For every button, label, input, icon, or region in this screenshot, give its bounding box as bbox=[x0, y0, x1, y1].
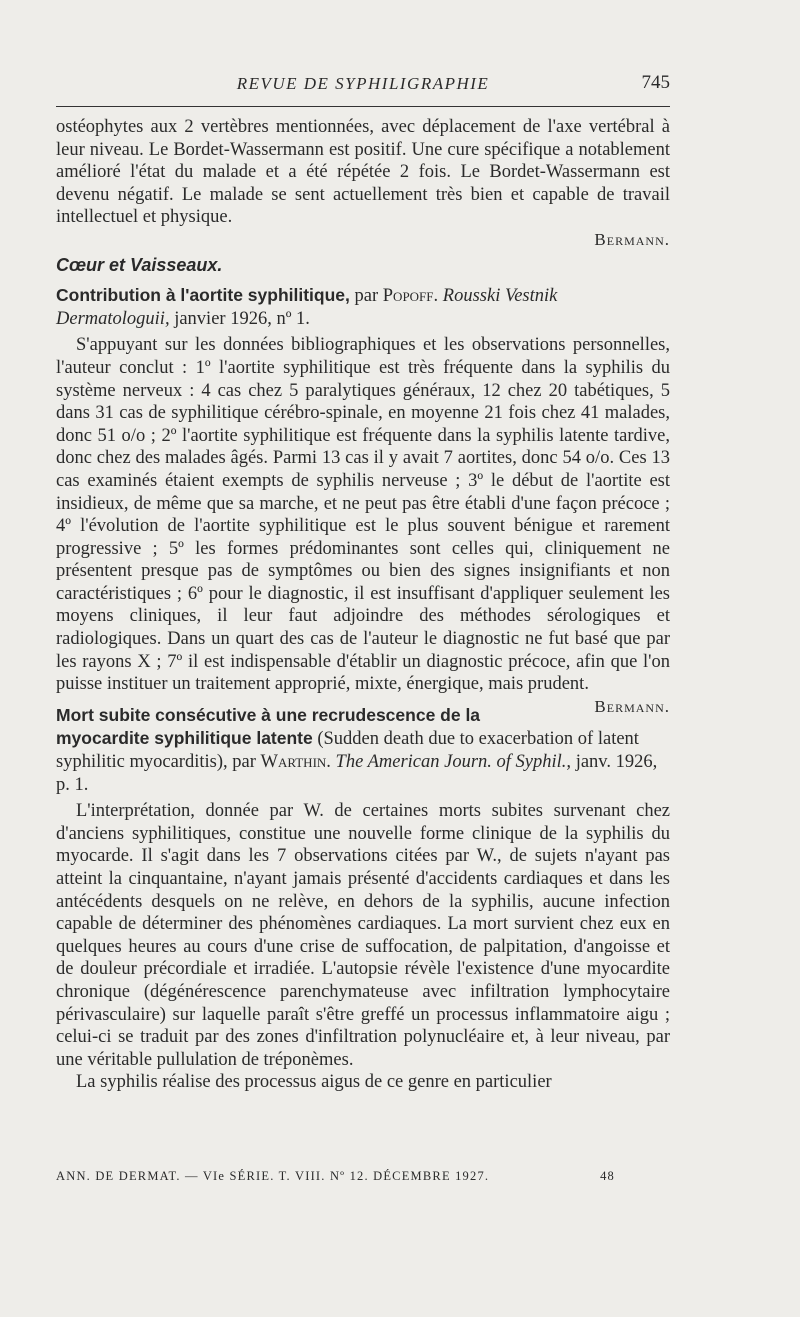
article2-title: Mort subite consécutive à une recrudescence de la myocardite syphilitique latente bbox=[56, 704, 481, 749]
page-header bbox=[56, 70, 670, 106]
continuation-paragraph: ostéophytes aux 2 vertèbres mentionnées, avec déplacement de l'axe vertébral à leur niveau. Le Bordet-Wassermann est positif. Une cure spécifique a notablement amélioré l'état du malade et a été répétée 2 fois. Le Bordet-Wassermann est devenu négatif. Le malade se sent actuellement très bien et capable de travail intellectuel et physique. bbox=[56, 117, 670, 228]
footer-text: ANN. DE DERMAT. — VIe SÉRIE. T. VIII. Nº 12. DÉCEMBRE 1927. bbox=[56, 1169, 490, 1183]
article2-author: Warthin bbox=[260, 752, 327, 773]
article1-body-text: S'appuyant sur les données bibliographiques et les observations personnelles, l'auteur conclut : 1º l'aortite syphilitique est très fréquente dans la syphilis du système nerveux : 4 cas chez 5 paralytiques généraux, 12 chez 20 tabétiques, 5 dans 31 cas de syphilitique cérébro-spinale, en moyenne 21 fois chez 41 malades, donc 51 o/o ; 2º l'aortite syphilitique est fréquente dans la syphilis latente tardive, donc chez des malades âgés. Parmi 13 cas il y avait 7 aortites, donc 54 o/o. Ces 13 cas examinés étaient exempts de syphilis nerveuse ; 3º le début de l'aortite est insidieux, de même que sa marche, et ne peut pas être établi d'une façon précoce ; 4º l'évolution de l'aortite syphilitique est le plus souvent bénigue et rarement progressive ; 5º les formes prédominantes sont celles qui, cliniquement ne présentent presque pas de symptômes ou bien des signes insignifiants et non caractéristiques ; 6º pour le diagnostic, il est insuffisant d'appliquer seulement les moyens cliniques, il leur faut adjoindre des méthodes sérologiques et radiologiques. Dans un quart des cas de l'auteur le diagnostic ne fut basé que par les rayons X ; 7º il est indispensable d'établir un diagnostic précoce, afin que l'on puisse instituer un traitement approprié, mixte, énergique, mais prudent. bbox=[56, 335, 670, 695]
article1-par: par bbox=[349, 286, 383, 307]
article2-source: The American Journ. of Syphil., bbox=[335, 752, 572, 773]
article1-date: janvier 1926, nº 1. bbox=[169, 308, 310, 329]
article2-subtitle: (Sudden death due to exacerbation of latent syphilitic myocarditis), par bbox=[56, 729, 639, 773]
header-rule bbox=[56, 106, 670, 107]
article2-date: janv. 1926, p. 1. bbox=[56, 752, 658, 795]
running-title: REVUE DE SYPHILIGRAPHIE bbox=[236, 74, 490, 93]
page-footer bbox=[56, 1169, 670, 1184]
article2-heading: Mort subite consécutive à une recrudescence de la myocardite syphilitique latente (Sudden death due to exacerbation of latent syphilitic myocarditis), par Warthin. The American Journ. of Syphil., janv. 1926, p. 1. bbox=[56, 704, 658, 795]
article1-source: Rousski Vestnik Dermatologuii, bbox=[56, 286, 558, 329]
section-heading: Cœur et Vaisseaux. bbox=[56, 254, 223, 275]
article1-heading: Contribution à l'aortite syphilitique, par Popoff. Rousski Vestnik Dermatologuii, janvier 1926, nº 1. bbox=[56, 285, 558, 329]
article1-body bbox=[56, 334, 670, 716]
page-number: 745 bbox=[641, 72, 670, 93]
article2-paragraph-1: L'interprétation, donnée par W. de certaines morts subites survenant chez d'anciens syphilitiques, constitue une nouvelle forme clinique de la syphilis du myocarde. Il s'agit dans les 7 observations citées par W., de sujets n'ayant pas atteint la cinquantaine, n'ayant jamais présenté d'accidents cardiaques et dans les antécédents desquels on ne relève, en dehors de la syphilis, aucune infection capable de déterminer des phénomènes cardiaques. La mort survient chez eux en quelques heures au cours d'une crise de suffocation, de palpitation, d'angoisse et de douleur précordiale et irradiée. L'autopsie révèle l'existence d'une myocardite chronique (dégénérescence parenchymateuse avec infiltration lymphocytaire périvasculaire) sur laquelle paraît s'être greffé un processus inflammatoire aigu ; celui-ci se traduit par des zones d'infiltration polynucléaire et, à leur niveau, par une véritable pullulation de tréponèmes. bbox=[56, 801, 670, 1070]
footer-sheet-number: 48 bbox=[600, 1169, 615, 1183]
article1-title: Contribution à l'aortite syphilitique, bbox=[56, 285, 350, 306]
article1-signature: Bermann. bbox=[594, 696, 670, 716]
article2-paragraph-2: La syphilis réalise des processus aigus de ce genre en particulier bbox=[76, 1072, 552, 1093]
continuation-signature: Bermann. bbox=[594, 229, 670, 249]
article1-author: Popoff bbox=[382, 286, 434, 307]
page-body bbox=[56, 116, 670, 1094]
